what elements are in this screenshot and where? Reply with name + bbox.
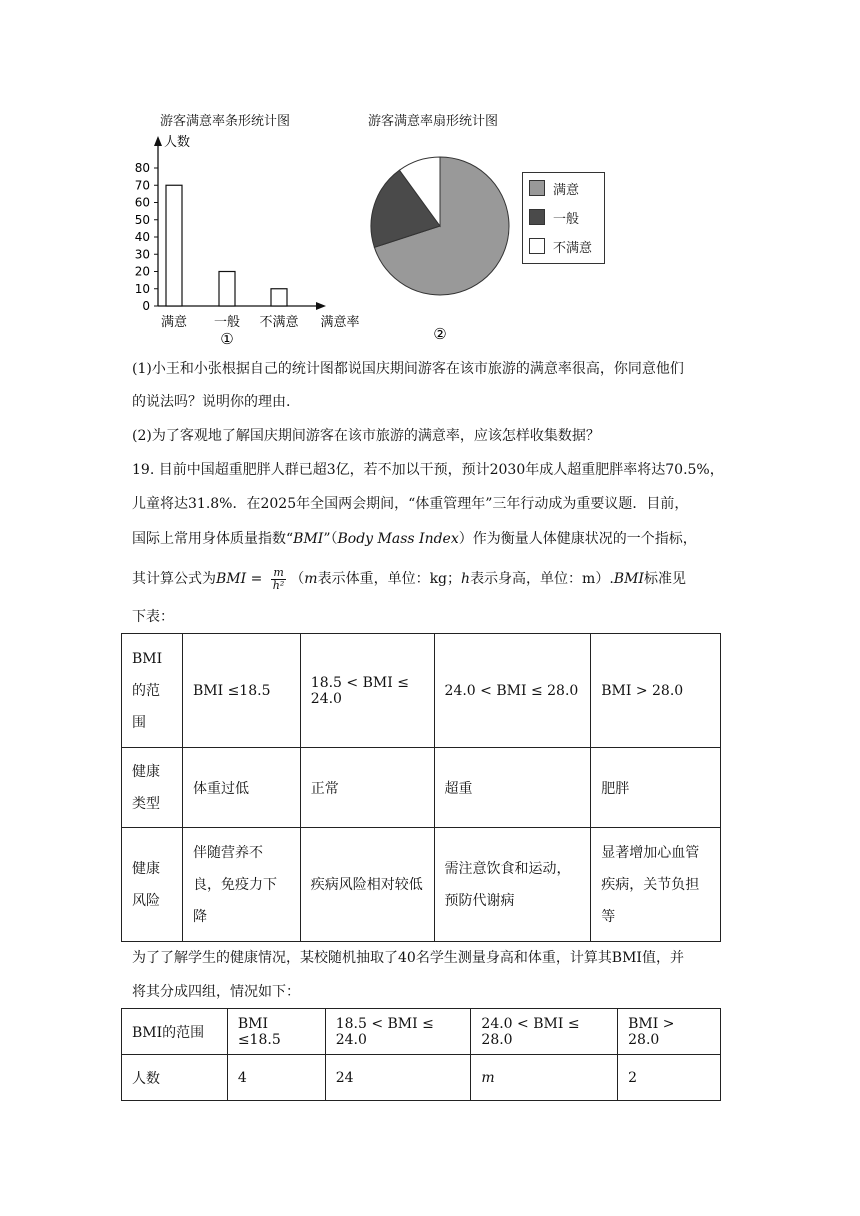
cell-text: 24	[335, 1069, 354, 1086]
table-row	[122, 828, 721, 942]
cell-text: 18.5 < BMI ≤ 24.0	[310, 674, 409, 707]
y-tick-label: 0	[142, 299, 150, 313]
y-tick-label: 20	[134, 264, 150, 279]
bmi-term: BMI	[293, 531, 324, 547]
legend-label: 满意	[553, 183, 580, 198]
cell-text: 18.5 < BMI ≤ 24.0	[335, 1015, 434, 1048]
legend-item-unsatisfied	[529, 237, 592, 256]
text: ）作为衡量人体健康状况的一个指标，	[458, 531, 697, 547]
table-cell	[122, 634, 183, 748]
table-cell	[434, 748, 591, 828]
cell-text: 正常	[310, 780, 339, 797]
cell-text: BMI的范围	[132, 1024, 205, 1041]
cell-text: 需注意饮食和运动，预防代谢病	[444, 860, 571, 909]
text: 国际上常用身体质量指数“	[132, 531, 294, 547]
legend-label: 一般	[553, 212, 580, 227]
cell-text: BMI ≤18.5	[237, 1015, 281, 1048]
bmi-term: BMI	[613, 571, 644, 587]
table-cell	[618, 1055, 721, 1101]
bmi-count-table	[121, 1008, 721, 1101]
table-cell	[325, 1055, 471, 1101]
y-tick-label: 10	[134, 281, 150, 296]
equals-sign: =	[246, 571, 267, 587]
cell-text: BMI > 28.0	[601, 682, 684, 699]
cell-text: BMI > 28.0	[628, 1015, 675, 1048]
table-cell	[122, 748, 183, 828]
table-cell	[182, 828, 300, 942]
text: ”（	[323, 531, 338, 547]
y-axis-label: 人数	[164, 135, 191, 150]
fraction-denominator: h²	[272, 578, 285, 592]
table-cell	[122, 1009, 228, 1055]
text: （	[290, 571, 305, 587]
cell-text: 显著增加心血管疾病，关节负担等	[601, 844, 700, 925]
cell-text: 伴随营养不良，免疫力下降	[192, 844, 277, 925]
cell-text: 24.0 < BMI ≤ 28.0	[444, 682, 579, 699]
legend-item-satisfied	[529, 179, 579, 198]
cell-text: BMI ≤18.5	[192, 682, 271, 699]
y-tick-label: 30	[134, 247, 150, 262]
problem-19-line-3	[132, 529, 697, 549]
legend-swatch	[529, 209, 545, 225]
text: 表示体重，单位：kg；	[317, 571, 462, 587]
pie-chart-caption: ②	[433, 325, 447, 343]
question-2: (2)为了客观地了解国庆期间游客在该市旅游的满意率，应该怎样收集数据？	[132, 428, 600, 444]
cell-text: m	[481, 1069, 495, 1086]
bar-chart	[120, 128, 370, 350]
y-tick-label: 80	[134, 161, 150, 175]
table-cell	[471, 1055, 618, 1101]
bar	[219, 272, 235, 307]
table-cell	[227, 1009, 325, 1055]
question-1-line-2: 的说法吗？说明你的理由.	[132, 394, 291, 410]
bar	[166, 185, 182, 306]
table-row	[122, 748, 721, 828]
bar-chart-title: 游客满意率条形统计图	[160, 114, 291, 129]
x-tick-label: 一般	[213, 315, 241, 330]
pie-chart-title: 游客满意率扇形统计图	[368, 114, 499, 129]
y-tick-label: 70	[134, 178, 150, 193]
bmi-standard-table	[121, 633, 721, 942]
survey-line-1: 为了了解学生的健康情况，某校随机抽取了40名学生测量身高和体重，计算其BMI值，并	[132, 950, 684, 966]
text: 表示身高，单位：m）.	[470, 571, 614, 587]
table-cell	[325, 1009, 471, 1055]
cell-text: 4	[237, 1069, 247, 1086]
cell-text: 2	[628, 1069, 638, 1086]
legend-swatch	[529, 238, 545, 254]
cell-text: 健康类型	[132, 763, 160, 812]
table-cell	[182, 634, 300, 748]
problem-19-line-1: 19. 目前中国超重肥胖人群已超3亿，若不加以干预，预计2030年成人超重肥胖率将达70.5%，	[132, 462, 724, 478]
cell-text: 超重	[444, 780, 473, 797]
table-cell	[591, 828, 721, 942]
x-tick-label: 不满意	[259, 315, 299, 330]
bar-chart-caption: ①	[220, 330, 234, 348]
y-axis-arrow	[154, 136, 162, 146]
cell-text: 体重过低	[192, 780, 249, 797]
table-cell	[182, 748, 300, 828]
survey-line-2: 将其分成四组，情况如下：	[132, 984, 300, 1000]
legend-swatch	[529, 180, 545, 196]
table-cell	[434, 634, 591, 748]
text: 标准见	[643, 571, 686, 587]
cell-text: 肥胖	[601, 780, 630, 797]
variable-m: m	[304, 571, 318, 587]
table-cell	[434, 828, 591, 942]
pie-legend	[522, 172, 605, 264]
bar	[271, 289, 287, 306]
table-row	[122, 1009, 721, 1055]
table-cell	[618, 1009, 721, 1055]
bmi-fraction	[271, 567, 287, 592]
legend-item-average	[529, 208, 579, 227]
problem-19-line-2: 儿童将达31.8%．在2025年全国两会期间，“体重管理年”三年行动成为重要议题．目前，	[132, 496, 689, 512]
table-row	[122, 634, 721, 748]
pie-chart	[360, 150, 520, 350]
table-cell	[591, 748, 721, 828]
table-cell	[227, 1055, 325, 1101]
fraction-numerator: m	[271, 567, 287, 580]
problem-19-formula-line	[132, 562, 686, 596]
cell-text: 疾病风险相对较低	[310, 876, 423, 893]
question-1-line-1: (1)小王和小张根据自己的统计图都说国庆期间游客在该市旅游的满意率很高，你同意他们	[132, 361, 684, 377]
x-axis-arrow	[316, 302, 326, 310]
text: 其计算公式为	[132, 571, 216, 587]
table-cell	[300, 634, 434, 748]
cell-text: 健康风险	[132, 860, 160, 909]
table-row	[122, 1055, 721, 1101]
cell-text: 24.0 < BMI ≤ 28.0	[481, 1015, 580, 1048]
english-term: Body Mass Index	[337, 531, 459, 547]
table-cell	[471, 1009, 618, 1055]
x-axis-label: 满意率	[320, 315, 360, 330]
variable-h: h	[461, 571, 471, 587]
x-tick-label: 满意	[160, 315, 188, 330]
y-tick-label: 50	[134, 212, 150, 227]
y-tick-label: 40	[134, 230, 150, 244]
legend-label: 不满意	[553, 241, 593, 256]
table-cell	[122, 828, 183, 942]
bmi-term: BMI	[216, 571, 247, 587]
problem-19-line-5: 下表：	[132, 609, 174, 625]
table-cell	[300, 748, 434, 828]
cell-text: 人数	[132, 1070, 160, 1087]
table-cell	[122, 1055, 228, 1101]
table-cell	[591, 634, 721, 748]
y-tick-label: 60	[134, 195, 150, 210]
cell-text: BMI的范围	[132, 650, 163, 731]
table-cell	[300, 828, 434, 942]
